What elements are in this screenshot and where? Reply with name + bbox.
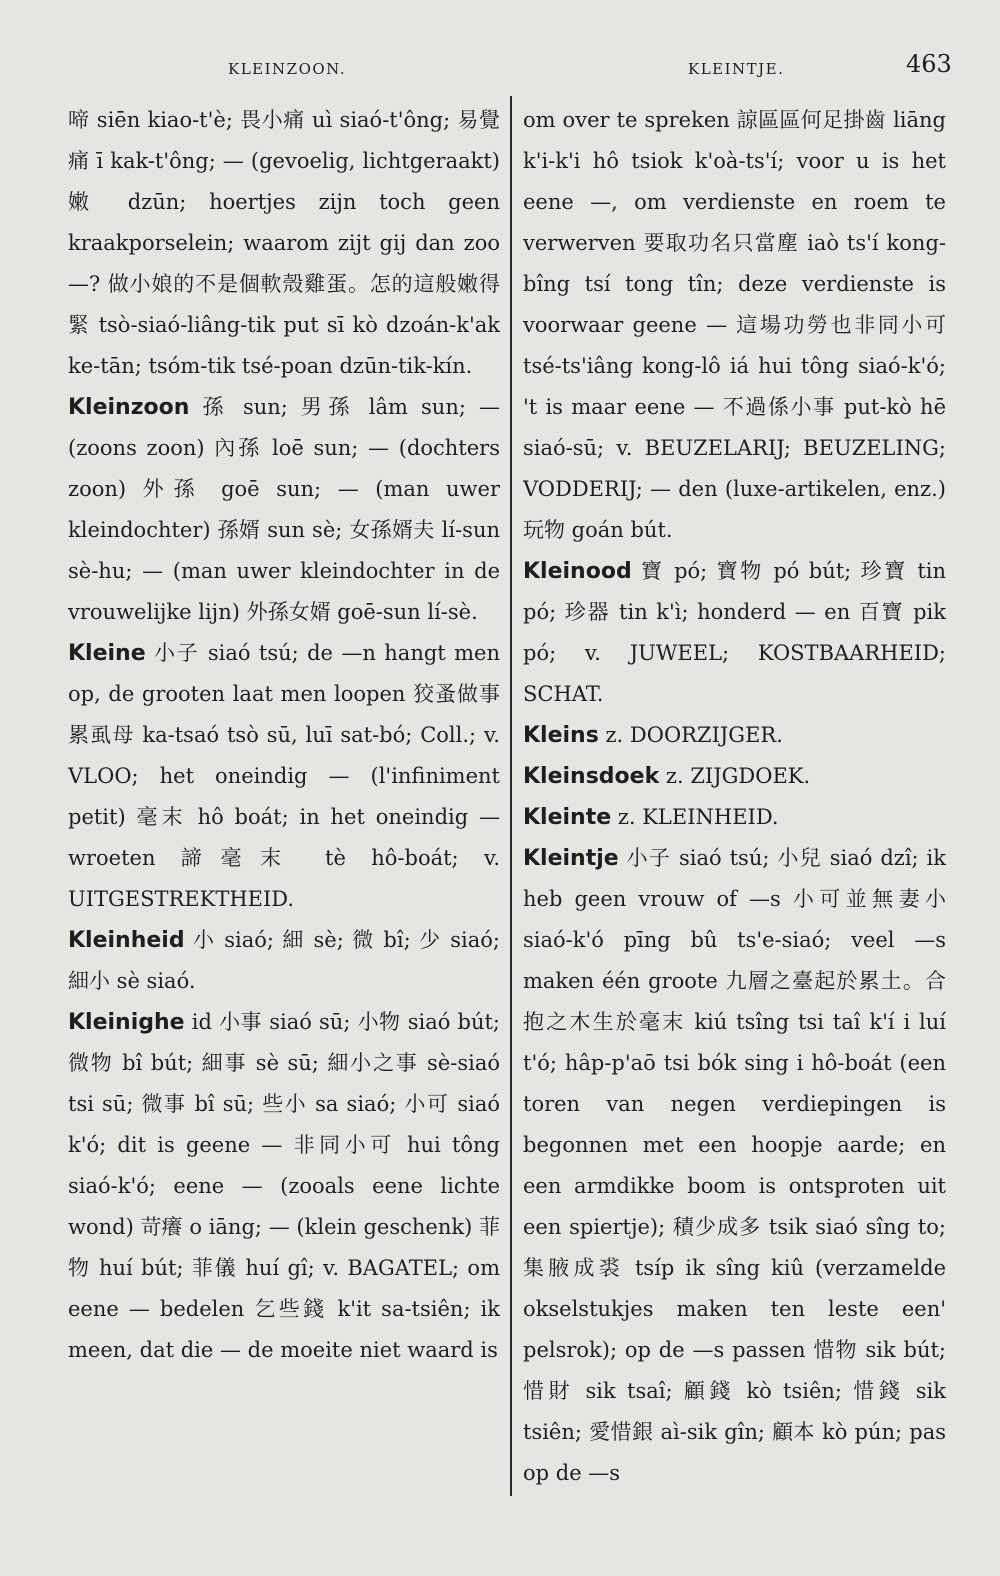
- entry-kleinte: Kleinte z. KLEINHEID.: [523, 805, 779, 830]
- header-right-word: KLEINTJE.: [688, 60, 785, 78]
- headword: Kleinighe: [68, 1010, 185, 1035]
- header-left-word: KLEINZOON.: [228, 60, 347, 78]
- running-header: [0, 48, 1000, 82]
- entry-kleinigheid: Kleinighe id 小事 siaó sū; 小物 siaó bút; 微物 bî bút; 細事 sè sū; 細小之事 sè-siaó tsi sū; 微事 bî sū; 些小 sa siaó; 小可 siaó k'ó; dit is geene — 非同小可 hui tông siaó-k'ó; eene — (zooals eene lichte wond) 苛癢 o iāng; — (klein geschenk) 菲物 huí bút; 菲儀 huí gî; v. BAGATEL; om eene — bedelen 乞些錢 k'it sa-tsiên; ik meen, dat die — de moeite niet waard is: [68, 1010, 500, 1362]
- headword: Kleine: [68, 641, 146, 666]
- headword: Kleinsdoek: [523, 764, 660, 789]
- entry-kleinheid: Kleinheid 小 siaó; 細 sè; 微 bî; 少 siaó; 細小 sè siaó.: [68, 928, 500, 993]
- entry-kleine: Kleine 小子 siaó tsú; de —n hangt men op, de grooten laat men loopen 狡蚤做事累虱母 ka-tsaó tsò sū, luī sat-bó; Coll.; v. VLOO; het oneindig — (l'infiniment petit) 毫末 hô boát; in het oneindig — wroeten 諦毫末 tè hô-boát; v. UITGESTREKTHEID.: [68, 641, 500, 911]
- headword: Kleinheid: [68, 928, 185, 953]
- right-column: [523, 100, 946, 1494]
- entry-kleinood: Kleinood 寶 pó; 寶物 pó bút; 珍寶 tin pó; 珍器 tin k'ì; honderd — en 百寶 pik pó; v. JUWEEL; KOSTBAARHEID; SCHAT.: [523, 559, 946, 706]
- headword: Kleins: [523, 723, 599, 748]
- entry-kleinigheid-continued: om over te spreken 諒區區何足掛齒 liāng k'i-k'i hô tsiok k'oà-ts'í; voor u is het eene —, om verdienste en roem te verwerven 要取功名只當塵 iaò ts'í kong-bîng tsí tong tîn; deze verdienste is voorwaar geene — 這場功勞也非同小可 tsé-ts'iâng kong-lô iá hui tông siaó-k'ó; 't is maar eene — 不過係小事 put-kò hē siaó-sū; v. BEUZELARIJ; BEUZELING; VODDERIJ; — den (luxe-artikelen, enz.) 玩物 goán bút.: [523, 108, 946, 542]
- headword: Kleintje: [523, 846, 619, 871]
- headword: Kleinood: [523, 559, 632, 584]
- column-divider: [510, 96, 512, 1496]
- entry-kleinzoon: Kleinzoon 孫 sun; 男孫 lâm sun; — (zoons zoon) 內孫 loē sun; — (dochters zoon) 外孫 goē sun; — (man uwer kleindochter) 孫婿 sun sè; 女孫婿夫 lí-sun sè-hu; — (man uwer kleindochter in de vrouwelijke lijn) 外孫女婿 goē-sun lí-sè.: [68, 395, 500, 624]
- entry-kleins: Kleins z. DOORZIJGER.: [523, 723, 783, 748]
- left-column: [68, 100, 500, 1371]
- entry-kleinsdoek: Kleinsdoek z. ZIJGDOEK.: [523, 764, 811, 789]
- headword: Kleinzoon: [68, 395, 190, 420]
- entry-kleinmoedig-continued: 啼 siēn kiao-t'è; 畏小痛 uì siaó-t'ông; 易覺痛 ī kak-t'ông; — (gevoelig, lichtgeraakt) 嫩 dzūn; hoertjes zijn toch geen kraakporselein; waarom zijt gij dan zoo —? 做小娘的不是個軟殼雞蛋。怎的這般嫩得緊 tsò-siaó-liâng-tik put sī kò dzoán-k'ak ke-tān; tsóm-tik tsé-poan dzūn-tik-kín.: [68, 108, 500, 378]
- page-number: 463: [906, 50, 952, 78]
- headword: Kleinte: [523, 805, 612, 830]
- entry-kleintje: Kleintje 小子 siaó tsú; 小兒 siaó dzî; ik heb geen vrouw of —s 小可並無妻小 siaó-k'ó pīng bû ts'e-siaó; veel —s maken één groote 九層之臺起於累土。合抱之木生於毫末 kiú tsîng tsi taî k'í i luí t'ó; hâp-p'aō tsi bók sing i hô-boát (een toren van negen verdiepingen is begonnen met een hoopje aarde; en een armdikke boom is ontsproten uit een spiertje); 積少成多 tsik siaó sîng to; 集腋成裘 tsíp ik sîng kiû (verzamelde okselstukjes maken ten leste een' pelsrok); op de —s passen 惜物 sik bút; 惜財 sik tsaî; 顧錢 kò tsiên; 惜錢 sik tsiên; 愛惜銀 aì-sik gîn; 顧本 kò pún; pas op de —s: [523, 846, 946, 1485]
